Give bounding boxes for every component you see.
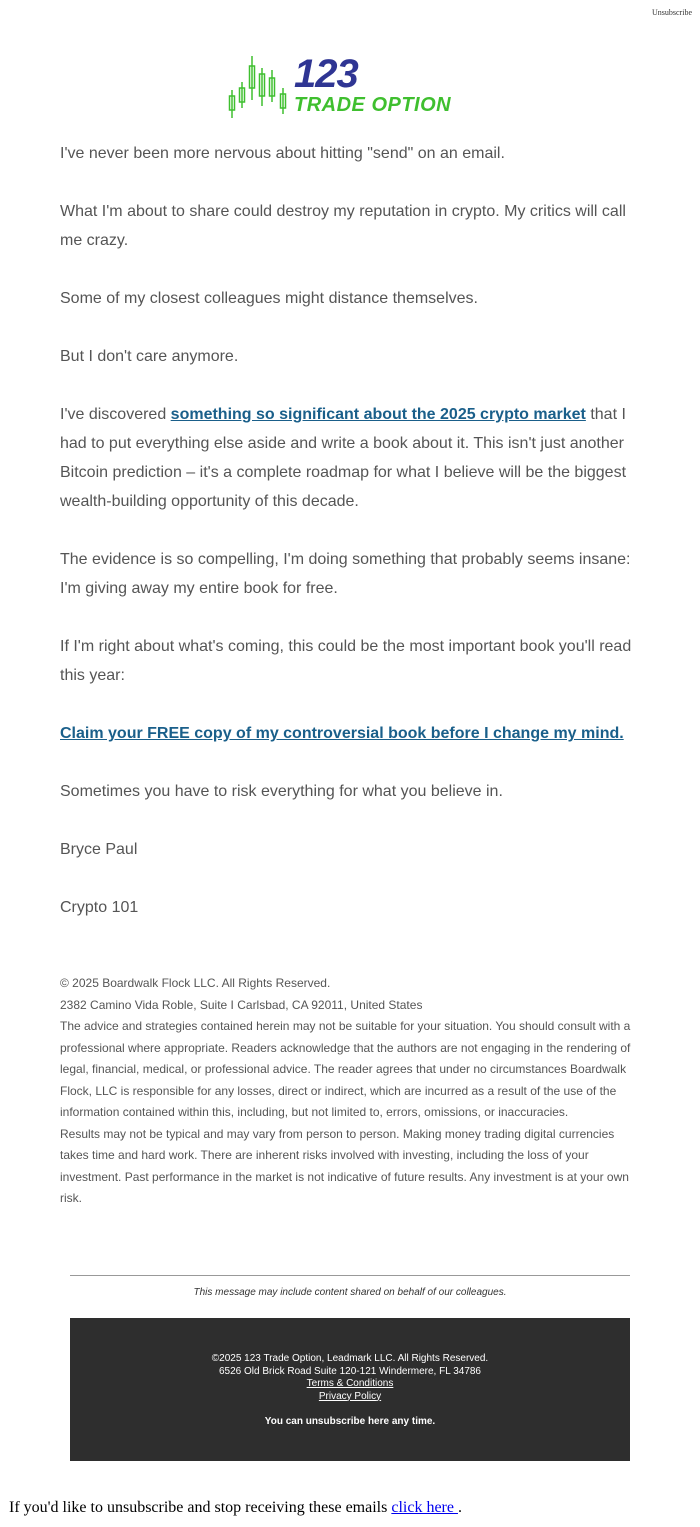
email-body bbox=[60, 139, 635, 951]
candlestick-chart-icon bbox=[226, 54, 292, 120]
footer-box bbox=[70, 1318, 630, 1461]
signature-org: Crypto 101 bbox=[60, 899, 139, 916]
paragraph-4: But I don't care anymore. bbox=[60, 348, 239, 365]
terms-link[interactable]: Terms & Conditions bbox=[306, 1378, 394, 1389]
logo bbox=[226, 54, 476, 124]
footer-copyright: ©2025 123 Trade Option, Leadmark LLC. All Rights Reserved. bbox=[211, 1353, 489, 1364]
unsubscribe-link-top[interactable]: Unsubscribe bbox=[652, 8, 692, 17]
paragraph-2: What I'm about to share could destroy my reputation in crypto. My critics will call me crazy. bbox=[60, 203, 626, 249]
logo-number: 123 bbox=[294, 52, 358, 96]
divider bbox=[70, 1275, 630, 1276]
bottom-period: . bbox=[457, 1499, 462, 1516]
paragraph-8: Sometimes you have to risk everything for what you believe in. bbox=[60, 783, 503, 800]
cta-paragraph bbox=[60, 719, 635, 748]
legal-address: 2382 Camino Vida Roble, Suite I Carlsbad, CA 92011, United States bbox=[60, 997, 423, 1012]
click-here-link[interactable]: click here bbox=[391, 1499, 458, 1516]
footer-address: 6526 Old Brick Road Suite 120-121 Windermere, FL 34786 bbox=[219, 1365, 481, 1377]
paragraph-5 bbox=[60, 400, 635, 516]
bottom-unsubscribe-line bbox=[9, 1499, 462, 1517]
crypto-market-link[interactable]: something so significant about the 2025 crypto market bbox=[170, 406, 586, 423]
footer-unsubscribe[interactable]: You can unsubscribe here any time. bbox=[264, 1416, 436, 1427]
legal-disclaimer-2: Results may not be typical and may vary from person to person. Making money trading digital currencies takes time and hard work. There are inherent risks involved with investing, including the loss of your investment. Past performance in the market is not indicative of future results. Any investment is at your own risk. bbox=[60, 1126, 629, 1205]
paragraph-1: I've never been more nervous about hitting "send" on an email. bbox=[60, 145, 505, 162]
legal-copyright: © 2025 Boardwalk Flock LLC. All Rights Reserved. bbox=[60, 976, 331, 990]
paragraph-5-end: that I had to put everything else aside and write a book about it. This isn't just another Bitcoin prediction – it's a complete roadmap for what I believe will be the biggest wealth-building opportunity of this decade. bbox=[60, 406, 627, 510]
paragraph-5-start: I've discovered bbox=[60, 406, 171, 423]
signature-name: Bryce Paul bbox=[60, 841, 138, 858]
paragraph-7: If I'm right about what's coming, this could be the most important book you'll read this year: bbox=[60, 638, 632, 684]
claim-book-link[interactable]: Claim your FREE copy of my controversial book before I change my mind. bbox=[60, 725, 624, 742]
shared-note: This message may include content shared on behalf of our colleagues. bbox=[193, 1287, 507, 1298]
paragraph-3: Some of my closest colleagues might distance themselves. bbox=[60, 290, 478, 307]
privacy-link[interactable]: Privacy Policy bbox=[318, 1390, 382, 1402]
legal-disclaimer-1: The advice and strategies contained herein may not be suitable for your situation. You should consult with a professional where appropriate. Readers acknowledge that the authors are not engaging in the rendering of legal, financial, medical, or professional advice. The reader agrees that under no circumstances Boardwalk Flock, LLC is responsible for any losses, direct or indirect, which are incurred as a result of the use of the information contained within this, including, but not limited to, errors, omissions, or inaccuracies. bbox=[60, 1019, 631, 1119]
legal-section bbox=[60, 973, 635, 1210]
bottom-text: If you'd like to unsubscribe and stop receiving these emails bbox=[9, 1499, 392, 1516]
paragraph-6: The evidence is so compelling, I'm doing something that probably seems insane: I'm giving away my entire book for free. bbox=[60, 551, 631, 597]
logo-name: TRADE OPTION bbox=[294, 94, 452, 116]
